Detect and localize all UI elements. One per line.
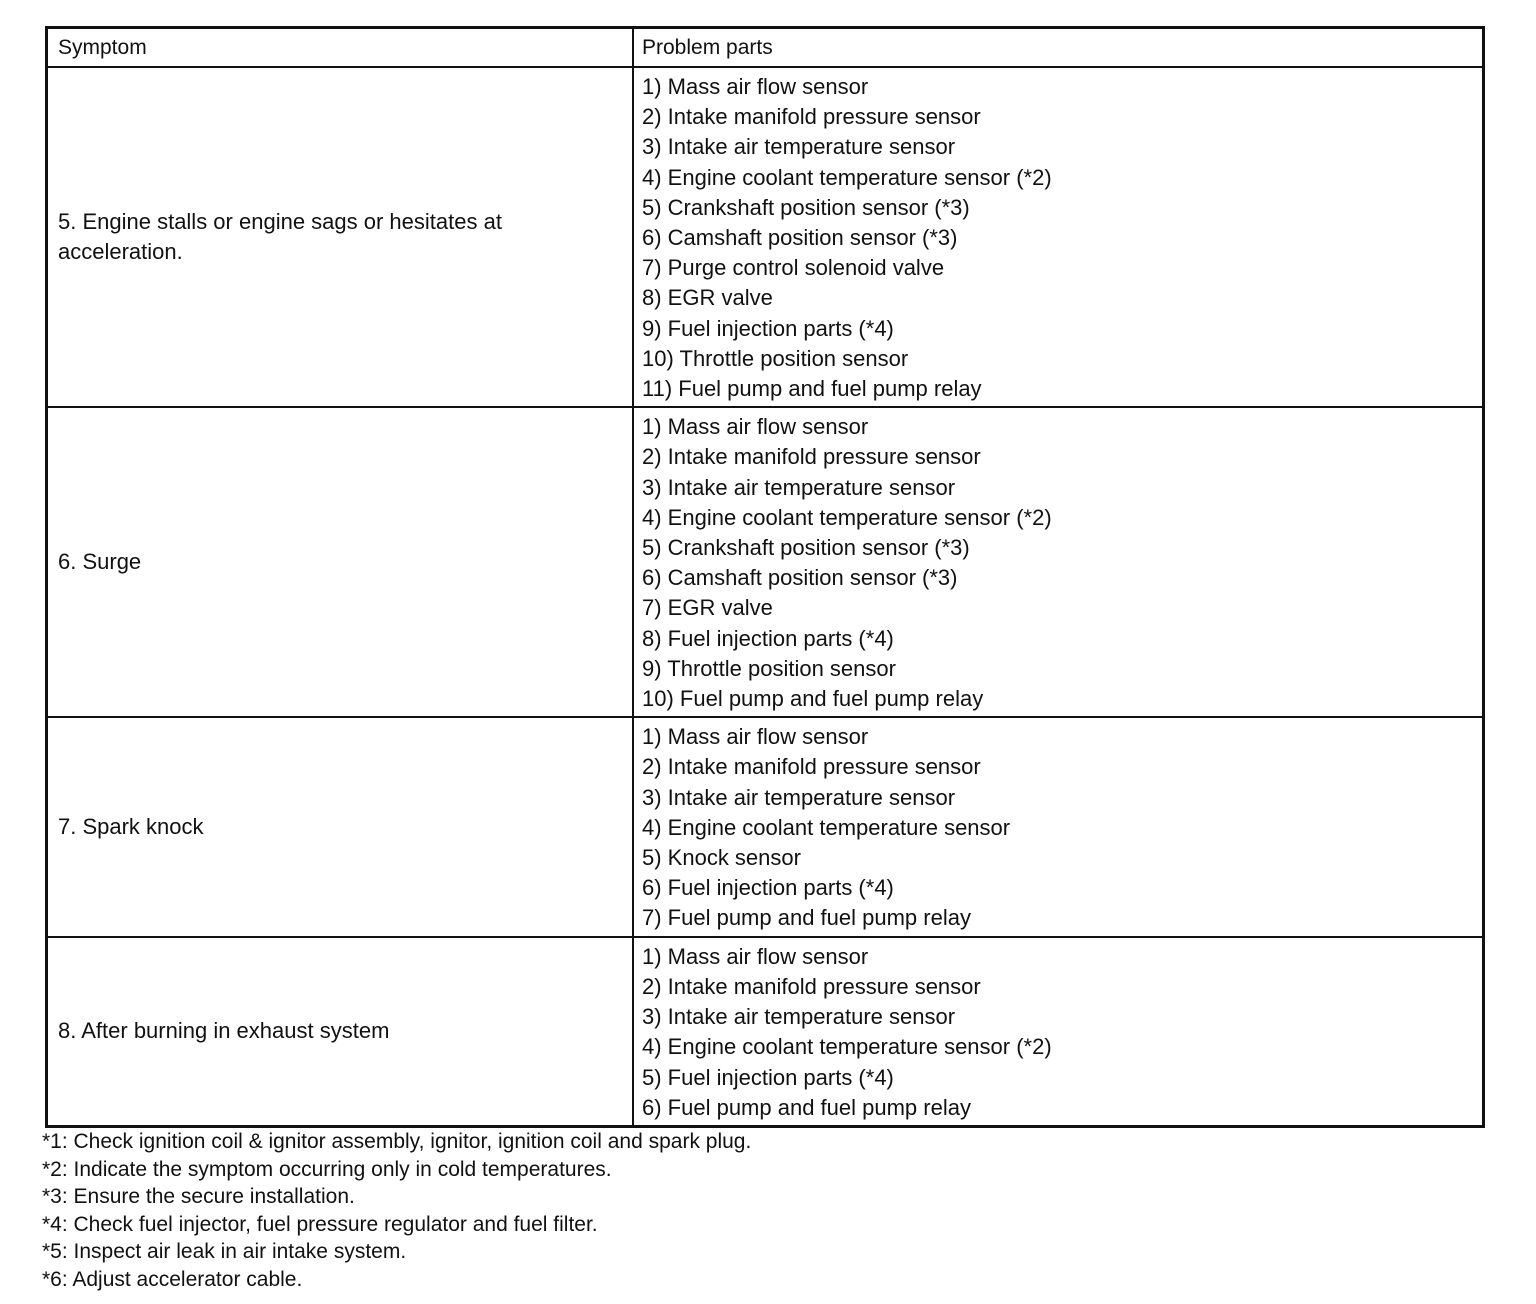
problem-parts-cell (634, 718, 1482, 935)
header-problem-parts: Problem parts (642, 36, 773, 59)
part-item: 8) EGR valve (642, 285, 773, 311)
footnote: *1: Check ignition coil & ignitor assembly, ignitor, ignition coil and spark plug. (42, 1130, 752, 1153)
part-item: 1) Mass air flow sensor (642, 74, 869, 99)
part-item: 1) Mass air flow sensor (642, 724, 869, 750)
part-item: 7) Fuel pump and fuel pump relay (642, 905, 971, 931)
symptom-table (45, 26, 1485, 1128)
part-item: 4) Engine coolant temperature sensor (*2) (642, 504, 1052, 530)
part-item: 3) Intake air temperature sensor (642, 474, 956, 500)
part-item: 6) Camshaft position sensor (*3) (642, 225, 958, 251)
part-item: 9) Throttle position sensor (642, 655, 896, 681)
symptom-cell: 8. After burning in exhaust system (48, 938, 634, 1125)
part-item: 7) Purge control solenoid valve (642, 255, 945, 281)
part-item: 2) Intake manifold pressure sensor (642, 444, 981, 470)
part-item: 9) Fuel injection parts (*4) (642, 315, 894, 341)
table-row (48, 406, 1482, 716)
table-header-row (48, 29, 1482, 66)
problem-parts-cell (634, 408, 1482, 716)
header-symptom: Symptom (48, 29, 634, 66)
symptom-cell: 6. Surge (48, 408, 634, 716)
part-item: 2) Intake manifold pressure sensor (642, 973, 981, 999)
footnote: *5: Inspect air leak in air intake system. (42, 1240, 407, 1263)
part-item: 2) Intake manifold pressure sensor (642, 754, 981, 780)
footnote: *4: Check fuel injector, fuel pressure regulator and fuel filter. (42, 1212, 598, 1236)
footnote: *3: Ensure the secure installation. (42, 1185, 355, 1208)
part-item: 10) Fuel pump and fuel pump relay (642, 686, 984, 712)
part-item: 5) Knock sensor (642, 845, 801, 871)
part-item: 10) Throttle position sensor (642, 345, 909, 371)
part-item: 1) Mass air flow sensor (642, 414, 869, 440)
part-item: 11) Fuel pump and fuel pump relay (642, 376, 982, 402)
symptom-cell: 5. Engine stalls or engine sags or hesitates at acceleration. (48, 68, 634, 406)
part-item: 3) Intake air temperature sensor (642, 1004, 956, 1030)
part-item: 7) EGR valve (642, 595, 773, 621)
part-item: 6) Fuel injection parts (*4) (642, 875, 894, 901)
symptom-cell: 7. Spark knock (48, 718, 634, 935)
problem-parts-cell (634, 68, 1482, 406)
part-item: 2) Intake manifold pressure sensor (642, 104, 981, 130)
table-row (48, 66, 1482, 406)
part-item: 6) Fuel pump and fuel pump relay (642, 1094, 971, 1120)
problem-parts-cell (634, 938, 1482, 1125)
part-item: 8) Fuel injection parts (*4) (642, 625, 894, 651)
part-item: 5) Crankshaft position sensor (*3) (642, 194, 970, 220)
part-item: 6) Camshaft position sensor (*3) (642, 565, 958, 591)
part-item: 4) Engine coolant temperature sensor (642, 814, 1011, 840)
table-row (48, 716, 1482, 935)
part-item: 4) Engine coolant temperature sensor (*2) (642, 1034, 1052, 1060)
part-item: 4) Engine coolant temperature sensor (*2) (642, 164, 1052, 190)
part-item: 1) Mass air flow sensor (642, 943, 869, 969)
part-item: 3) Intake air temperature sensor (642, 784, 956, 810)
part-item: 3) Intake air temperature sensor (642, 134, 956, 160)
table-row (48, 936, 1482, 1125)
footnotes (42, 1128, 751, 1293)
part-item: 5) Crankshaft position sensor (*3) (642, 535, 970, 561)
part-item: 5) Fuel injection parts (*4) (642, 1064, 894, 1090)
footnote: *6: Adjust accelerator cable. (42, 1267, 303, 1291)
footnote: *2: Indicate the symptom occurring only in cold temperatures. (42, 1157, 612, 1181)
